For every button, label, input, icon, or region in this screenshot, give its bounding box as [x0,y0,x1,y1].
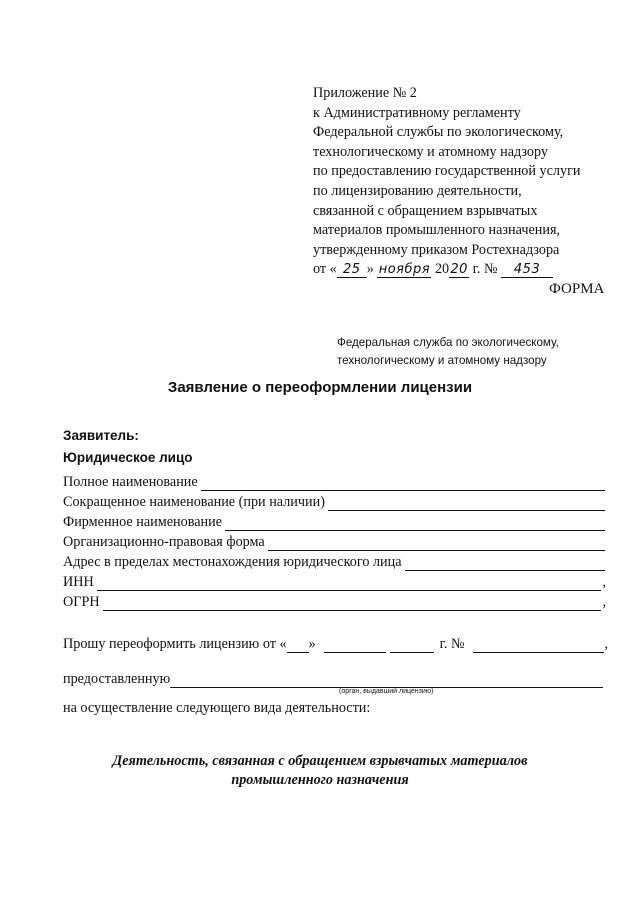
field-ogrn: ОГРН , [63,594,606,610]
agency-name [337,334,559,370]
request-day-blank[interactable] [287,638,309,653]
agency-line: технологическому и атомному надзору [337,354,547,367]
request-close-quote: » [308,636,316,652]
order-date-line [313,260,613,280]
field-brand-name [63,511,606,531]
appendix-line: по предоставлению государственной услуги [313,163,581,180]
activity-intro: на осуществление следующего вида деятельности: [63,700,371,716]
field-short-name [63,491,606,511]
fill-in-line[interactable] [268,535,605,551]
provided-by-line [63,668,603,688]
field-inn: ИНН , [63,574,606,590]
handwritten-order-number: 453 [501,263,553,278]
field-legal-form [63,531,606,551]
fill-in-line[interactable] [225,515,605,531]
field-label: Фирменное наименование [63,514,222,530]
appendix-line: Приложение № 2 [313,85,417,101]
request-year-blank[interactable] [390,638,434,653]
appendix-line: технологическому и атомному надзору [313,143,548,160]
appendix-line: материалов промышленного назначения, [313,222,561,239]
document-title: Заявление о переоформлении лицензии [167,379,473,396]
field-label: Полное наименование [63,474,198,490]
request-number-label: г. № [439,636,465,652]
field-label: ИНН [63,574,94,590]
fill-in-line[interactable] [201,475,605,491]
reissue-request-line: Прошу переоформить лицензию от « » г. № , [63,636,608,652]
handwritten-day: 25 [337,263,367,278]
applicant-label: Заявитель: [63,428,139,443]
appendix-line: утвержденному приказом Ростехнадзора [313,241,560,258]
fill-in-line[interactable] [328,495,605,511]
appendix-block [313,84,613,280]
handwritten-year: 20 [450,262,468,278]
provided-label: предоставленную [63,671,171,687]
fill-in-line[interactable] [97,575,602,591]
handwritten-month: ноября [378,262,431,278]
field-label: Сокращенное наименование (при наличии) [63,494,325,510]
appendix-line: к Административному регламенту [313,104,521,121]
appendix-line: связанной с обращением взрывчатых [313,202,538,219]
agency-line: Федеральная служба по экологическому, [337,336,559,349]
activity-type [0,752,640,790]
activity-line: промышленного назначения [231,772,409,788]
date-prefix: от « [313,261,337,278]
year-prefix: 20 [434,261,450,278]
form-label: ФОРМА [549,281,605,297]
request-month-blank[interactable] [324,638,386,653]
appendix-line: Федеральной службы по экологическому, [313,124,564,141]
field-address [63,551,606,571]
number-label: № [483,261,498,278]
appendix-line: по лицензированию деятельности, [313,182,522,199]
issuing-authority-blank[interactable] [170,673,603,688]
request-number-blank[interactable] [473,638,605,653]
field-full-name [63,471,606,491]
activity-line: Деятельность, связанная с обращением взрывчатых материалов [112,753,528,769]
fill-in-line[interactable] [103,595,602,611]
field-label: Адрес в пределах местонахождения юридического лица [63,554,402,570]
fill-in-line[interactable] [405,555,605,571]
issuing-authority-caption: (орган, выдавший лицензию) [339,688,434,695]
field-label: ОГРН [63,594,100,610]
year-tail: г. [472,261,481,278]
request-prefix: Прошу переоформить лицензию от « [63,636,287,652]
legal-entity-label: Юридическое лицо [63,450,193,465]
field-label: Организационно-правовая форма [63,534,265,550]
date-close-quote: » [366,261,374,278]
